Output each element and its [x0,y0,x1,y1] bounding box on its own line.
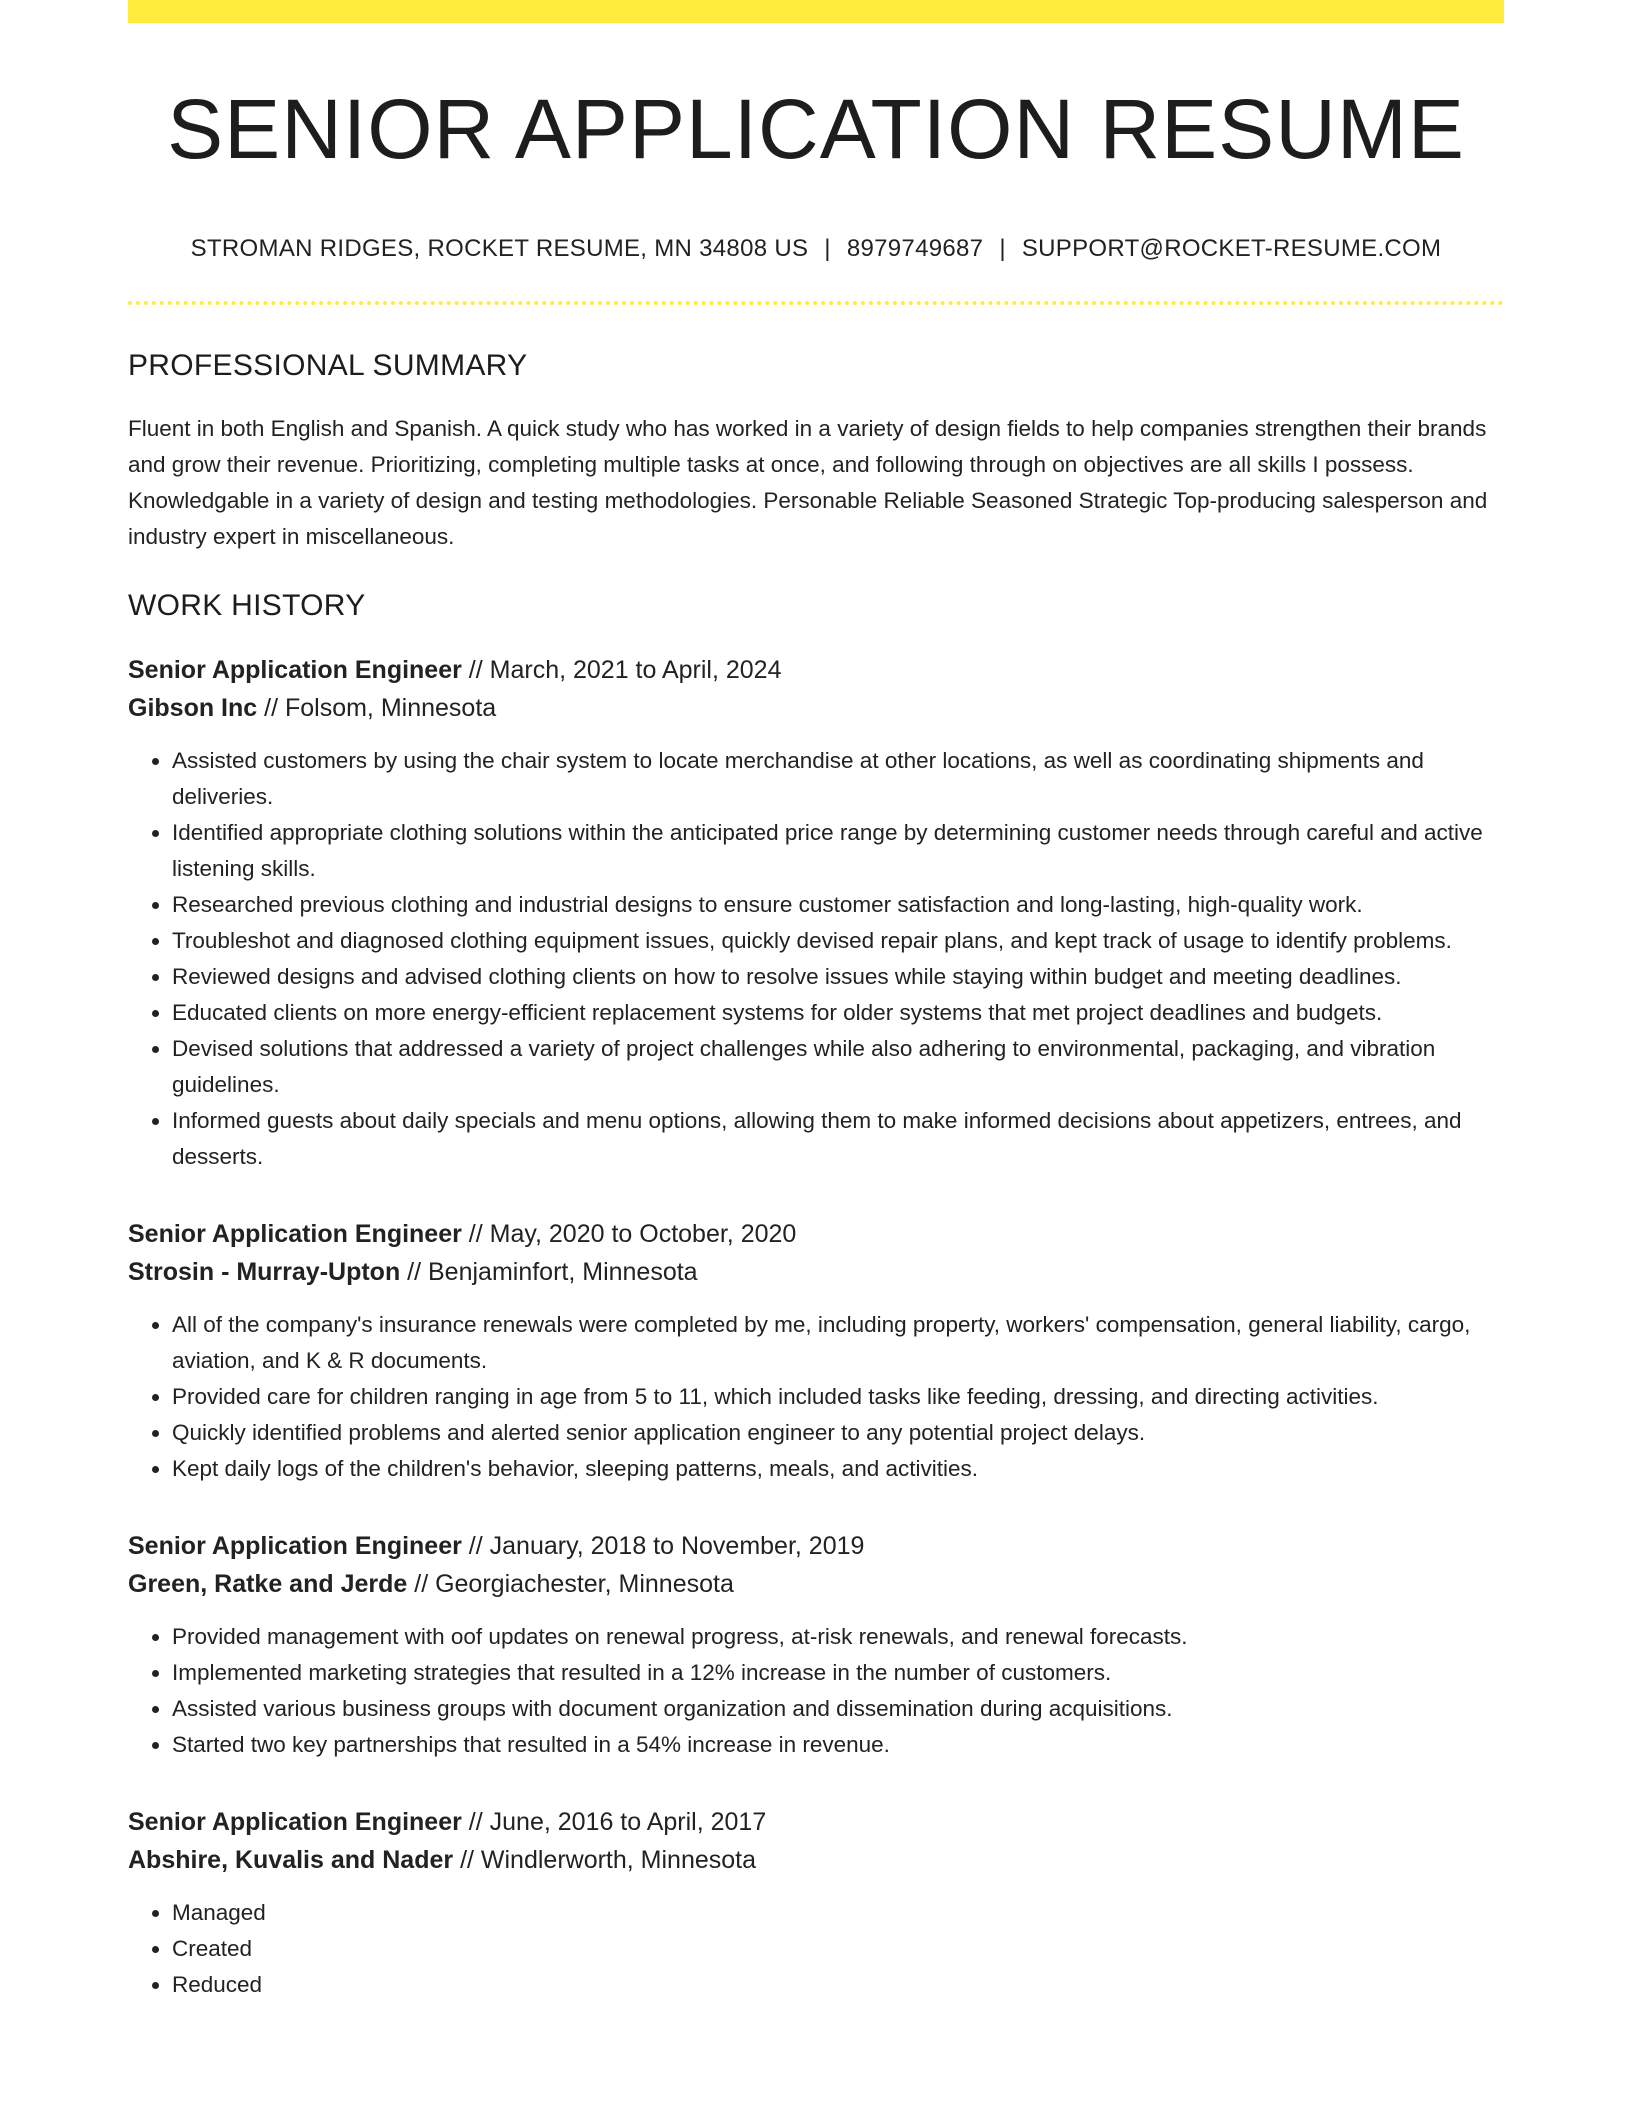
duty-list [128,743,1504,1175]
job-company: Green, Ratke and Jerde [128,1570,408,1599]
contact-address: STROMAN RIDGES, ROCKET RESUME, MN 34808 US [190,235,809,263]
header-divider [128,301,1504,305]
contact-separator: | [999,235,1006,263]
contact-line [128,235,1504,263]
duty-item: • Reduced [172,1967,1504,2003]
duty-item: • All of the company's insurance renewals were completed by me, including property, workers' compensation, general liability, cargo, aviation, and K & R documents. [172,1307,1504,1379]
job-location: // Georgiachester, Minnesota [414,1570,734,1599]
job-title: Senior Application Engineer [128,656,462,685]
duty-item: • Devised solutions that addressed a variety of project challenges while also adhering to environmental, packaging, and vibration guidelines. [172,1031,1504,1103]
job-entry [128,1527,1504,1763]
accent-bar [128,0,1504,23]
duty-item: • Researched previous clothing and industrial designs to ensure customer satisfaction and long-lasting, high-quality work. [172,887,1504,923]
job-title: Senior Application Engineer [128,1532,462,1561]
job-title: Senior Application Engineer [128,1808,462,1837]
work-history-heading: WORK HISTORY [128,589,366,623]
duty-list [128,1619,1504,1763]
resume-page [128,0,1504,2003]
duty-list [128,1895,1504,2003]
resume-title: SENIOR APPLICATION RESUME [167,82,1465,176]
summary-heading: PROFESSIONAL SUMMARY [128,349,528,383]
job-entry [128,651,1504,1175]
job-entry [128,1803,1504,2003]
duty-list [128,1307,1504,1487]
job-location: // Windlerworth, Minnesota [460,1846,757,1875]
job-dates: // March, 2021 to April, 2024 [468,656,782,685]
summary-text: Fluent in both English and Spanish. A quick study who has worked in a variety of design fields to help companies strengthen their brands and grow their revenue. Prioritizing, completing multiple tasks at once, and following through on objectives are all skills I possess. Knowledgable in a variety of design and testing methodologies. Personable Reliable Seasoned Strategic Top-producing salesperson and industry expert in miscellaneous. [128,416,1488,550]
contact-phone: 8979749687 [846,235,984,263]
duty-item: • Identified appropriate clothing solutions within the anticipated price range by determining customer needs through careful and active listening skills. [172,815,1504,887]
duty-item: • Assisted customers by using the chair system to locate merchandise at other locations, as well as coordinating shipments and deliveries. [172,743,1504,815]
duty-item: • Implemented marketing strategies that resulted in a 12% increase in the number of customers. [172,1655,1504,1691]
job-company-line [128,689,1504,727]
duty-item: • Educated clients on more energy-efficient replacement systems for older systems that met project deadlines and budgets. [172,995,1504,1031]
job-title-line [128,651,1504,689]
contact-separator: | [824,235,831,263]
job-title-line [128,1527,1504,1565]
duty-item: • Started two key partnerships that resulted in a 54% increase in revenue. [172,1727,1504,1763]
contact-email: SUPPORT@ROCKET-RESUME.COM [1021,235,1442,263]
job-title-line [128,1215,1504,1253]
job-company-line [128,1253,1504,1291]
job-company: Strosin - Murray-Upton [128,1258,401,1287]
duty-item: • Created [172,1931,1504,1967]
duty-item: • Assisted various business groups with document organization and dissemination during acquisitions. [172,1691,1504,1727]
duty-item: • Quickly identified problems and alerted senior application engineer to any potential project delays. [172,1415,1504,1451]
job-company: Gibson Inc [128,694,258,723]
duty-item: • Managed [172,1895,1504,1931]
duty-item: • Informed guests about daily specials and menu options, allowing them to make informed decisions about appetizers, entrees, and desserts. [172,1103,1504,1175]
job-company-line [128,1841,1504,1879]
duty-item: • Reviewed designs and advised clothing clients on how to resolve issues while staying within budget and meeting deadlines. [172,959,1504,995]
job-dates: // May, 2020 to October, 2020 [468,1220,797,1249]
job-location: // Benjaminfort, Minnesota [407,1258,698,1287]
job-title: Senior Application Engineer [128,1220,462,1249]
job-company: Abshire, Kuvalis and Nader [128,1846,454,1875]
duty-item: • Provided management with oof updates on renewal progress, at-risk renewals, and renewal forecasts. [172,1619,1504,1655]
job-company-line [128,1565,1504,1603]
duty-item: • Provided care for children ranging in age from 5 to 11, which included tasks like feeding, dressing, and directing activities. [172,1379,1504,1415]
duty-item: • Troubleshot and diagnosed clothing equipment issues, quickly devised repair plans, and kept track of usage to identify problems. [172,923,1504,959]
job-location: // Folsom, Minnesota [264,694,497,723]
work-history-list [128,651,1504,2003]
job-title-line [128,1803,1504,1841]
duty-item: • Kept daily logs of the children's behavior, sleeping patterns, meals, and activities. [172,1451,1504,1487]
job-entry [128,1215,1504,1487]
job-dates: // January, 2018 to November, 2019 [468,1532,865,1561]
job-dates: // June, 2016 to April, 2017 [468,1808,767,1837]
